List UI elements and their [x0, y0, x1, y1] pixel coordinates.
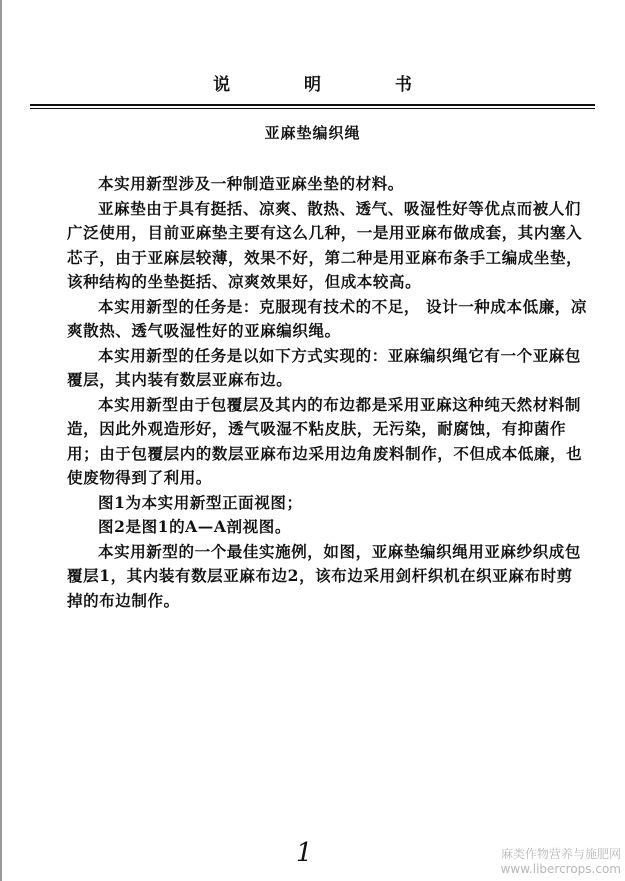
watermark	[501, 847, 621, 877]
paragraph-field: 本实用新型涉及一种制造亚麻坐垫的材料。	[98, 174, 404, 193]
paragraph-figure-1: 图1为本实用新型正面视图；	[98, 492, 303, 512]
header-rule-thick	[30, 104, 595, 106]
paragraph-background: 亚麻垫由于具有挺括、凉爽、散热、透气、吸湿性好等优点而被人们广泛使用，目前亚麻垫主要有这么几种，一是用亚麻布做成套，其内塞入芯子，由于亚麻层较薄，效果不好，第二种是用亚麻布条手工编成坐垫，该种结构的坐垫挺括、凉爽效果好，但成本较高。	[67, 198, 583, 291]
watermark-line-2: www.libercrops.com	[500, 862, 621, 876]
paragraph-advantages: 本实用新型由于包覆层及其内的布边都是采用亚麻这种纯天然材料制造，因此外观造形好，透气吸湿不粘皮肤，无污染，耐腐蚀，有抑菌作用；由于包覆层内的数层亚麻布边采用边角废料制作，不但成本低廉，也使废物得到了利用。	[67, 394, 583, 487]
paragraph-embodiment: 本实用新型的一个最佳实施例，如图，亚麻垫编织绳用亚麻纱织成包覆层1，其内装有数层亚麻布边2，该布边采用剑杆织机在织亚麻布时剪掉的布边制作。	[67, 541, 582, 610]
document-title: 亚麻垫编织绳	[264, 124, 361, 142]
page-number: 1	[296, 838, 313, 868]
page-header-title: 说 明 书	[213, 75, 446, 95]
document-body	[67, 172, 587, 613]
watermark-line-1: 麻类作物营养与施肥网	[500, 847, 621, 861]
paragraph-implementation: 本实用新型的任务是以如下方式实现的：亚麻编织绳它有一个亚麻包覆层，其内装有数层亚麻布边。	[67, 345, 582, 389]
header-rule-thin	[30, 108, 595, 109]
paragraph-figure-2: 图2是图1的A—A剖视图。	[98, 517, 291, 536]
paragraph-task: 本实用新型的任务是：克服现有技术的不足， 设计一种成本低廉，凉爽散热、透气吸湿性好的亚麻编织绳。	[67, 296, 587, 340]
